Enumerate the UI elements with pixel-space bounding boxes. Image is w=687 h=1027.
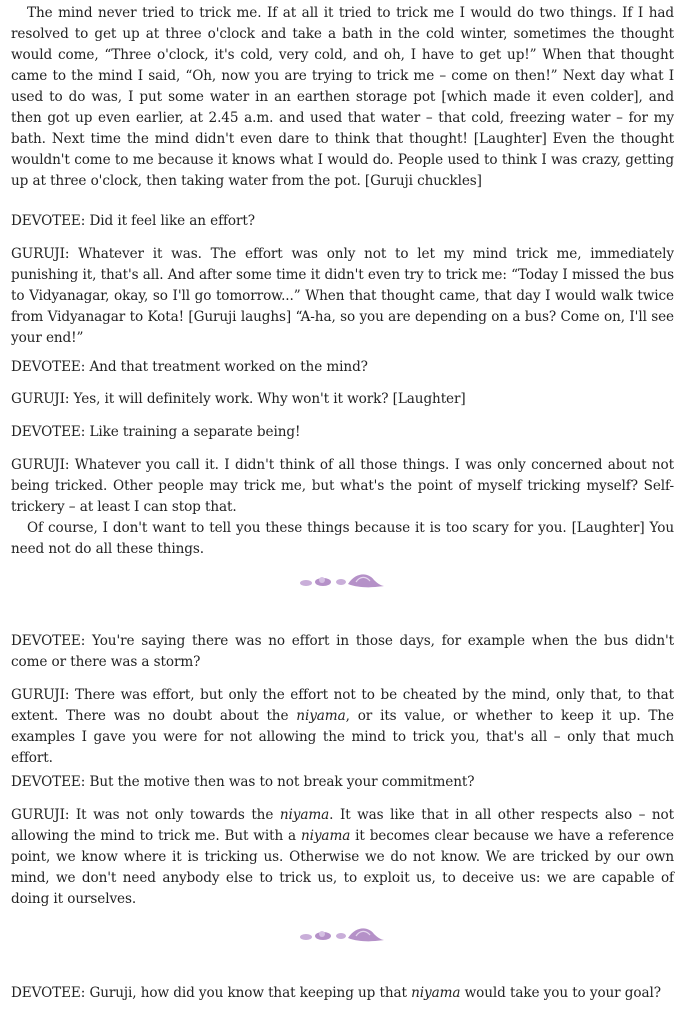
guruji-answer-cheated: GURUJI: There was effort, but only the effort not to be cheated by the mind, only that, to that extent. There was no doubt about the niyama, or its value, or whether to keep it up. The examples I gave you were for not allowing the mind to trick you, that's all – only that much effort.: [11, 687, 674, 766]
devotee-question-effort: DEVOTEE: Did it feel like an effort?: [11, 213, 255, 229]
guruji-answer-work: GURUJI: Yes, it will definitely work. Why won't it work? [Laughter]: [11, 391, 466, 407]
lotus-ornament-icon: [298, 924, 384, 946]
niyama-term: niyama: [296, 708, 346, 724]
paragraph-mind-trick: The mind never tried to trick me. If at all it tried to trick me I would do two things. If I had resolved to get up at three o'clock and take a bath in the cold winter, sometimes the thought would come, “Three o'clock, it's cold, very cold, and oh, I have to get up!” When that thought came to the mind I said, “Oh, now you are trying to trick me – come on then!” Next day what I used to do was, I put some water in an earthen storage pot [which made it even colder], and then got up even earlier, at 2.45 a.m. and used that water – that cold, freezing water – for my bath. Next time the mind didn't even dare to think that thought! [Laughter] Even the thought wouldn't come to me because it knows what I would do. People used to think I was crazy, getting up at three o'clock, then taking water from the pot. [Guruji chuckles]: [11, 5, 674, 189]
devotee-question-no-effort: DEVOTEE: You're saying there was no effort in those days, for example when the bus didn't come or there was a storm?: [11, 633, 674, 670]
lotus-ornament-icon: [298, 570, 384, 592]
guruji-answer-reference-point: GURUJI: It was not only towards the niyama. It was like that in all other respects also – not allowing the mind to trick me. But with a niyama it becomes clear because we have a reference point, we know where it is tricking us. Otherwise we do not know. We are tricked by our own mind, we don't need anybody else to trick us, to exploit us, to deceive us: we are capable of doing it ourselves.: [11, 807, 674, 907]
guruji-answer-effort: GURUJI: Whatever it was. The effort was only not to let my mind trick me, immediately punishing it, that's all. And after some time it didn't even try to trick me: “Today I missed the bus to Vidyanagar, okay, so I'll go tomorrow...” When that thought came, that day I would walk twice from Vidyanagar to Kota! [Guruji laughs] “A-ha, so you are depending on a bus? Come on, I'll see your end!”: [11, 246, 674, 346]
niyama-term: niyama: [279, 807, 330, 823]
guruji-answer-trickery: GURUJI: Whatever you call it. I didn't think of all those things. I was only concerned about not being tricked. Other people may trick me, but what's the point of myself tricking myself? Self-trickery – at least I can stop that.: [11, 457, 674, 515]
niyama-term: niyama: [411, 985, 461, 1001]
devotee-question-goal: DEVOTEE: Guruji, how did you know that keeping up that niyama would take you to your goal?: [11, 985, 661, 1001]
devotee-question-treatment: DEVOTEE: And that treatment worked on the mind?: [11, 359, 368, 375]
niyama-term: niyama: [300, 828, 351, 844]
devotee-remark-training: DEVOTEE: Like training a separate being!: [11, 424, 301, 440]
paragraph-scary: Of course, I don't want to tell you these things because it is too scary for you. [Laughter] You need not do all these things.: [11, 520, 674, 557]
devotee-question-motive: DEVOTEE: But the motive then was to not break your commitment?: [11, 774, 475, 790]
